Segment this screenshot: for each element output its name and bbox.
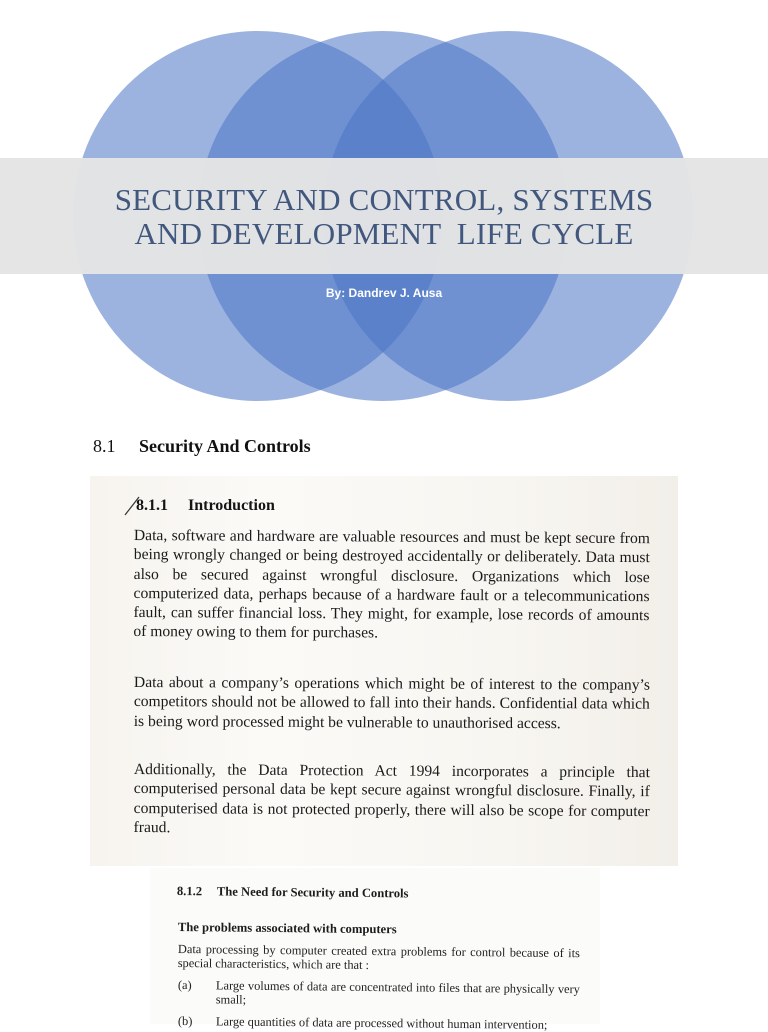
intro-paragraph-3: Additionally, the Data Protection Act 1994 incorporates a principle that computerised personal data be kept secure against wrongful disclosure. Finally, if computerised data is not protected properly, there will also be scope for computer fraud. (133, 761, 650, 837)
list-item-text: Large volumes of data are concentrated into files that are physically very small; (215, 978, 580, 1007)
list-marker: (a) (177, 978, 192, 993)
intro-paragraph-1: Data, software and hardware are valuable resources and must be kept secure from being wrongly changed or being destroyed accidentally or deliberately. Data must also be secured against wrongful disclosure. Organizations which lose computerized data, perhaps because of a hardware fault or a telecommunications fault, can suffer financial loss. They might, for example, lose records of amounts of money owing to them for purchases. (133, 527, 650, 642)
section-title: Security And Controls (139, 436, 311, 456)
intro-number: 8.1.1 (136, 497, 168, 514)
list-item-text: Large quantities of data are processed without human intervention; (215, 1014, 548, 1032)
need-title: The Need for Security and Controls (216, 884, 409, 901)
need-number: 8.1.2 (176, 884, 203, 899)
need-paragraph: Data processing by computer created extra problems for control because of its special characteristics, which are that : (177, 942, 580, 973)
pen-tick-mark-icon (124, 495, 142, 517)
section-heading (93, 436, 311, 457)
problems-subheading: The problems associated with computers (177, 920, 397, 937)
intro-title: Introduction (188, 497, 275, 514)
title-line-1: SECURITY AND CONTROL, SYSTEMS (114, 182, 654, 217)
list-item (178, 1014, 580, 1032)
section-number: 8.1 (93, 436, 116, 456)
intro-paragraph-2: Data about a company’s operations which might be of interest to the company’s competitors should not be allowed to fall into their hands. Confidential data which is being word processed might be vulnerable to unauthorised access. (133, 674, 650, 732)
title-line-2: AND DEVELOPMENT LIFE CYCLE (134, 216, 634, 251)
list-item (178, 978, 580, 1010)
need-heading (177, 884, 409, 901)
document-title (0, 183, 768, 251)
list-marker: (b) (177, 1014, 193, 1029)
author-byline: By: Dandrev J. Ausa (325, 286, 443, 300)
intro-heading (136, 497, 275, 515)
